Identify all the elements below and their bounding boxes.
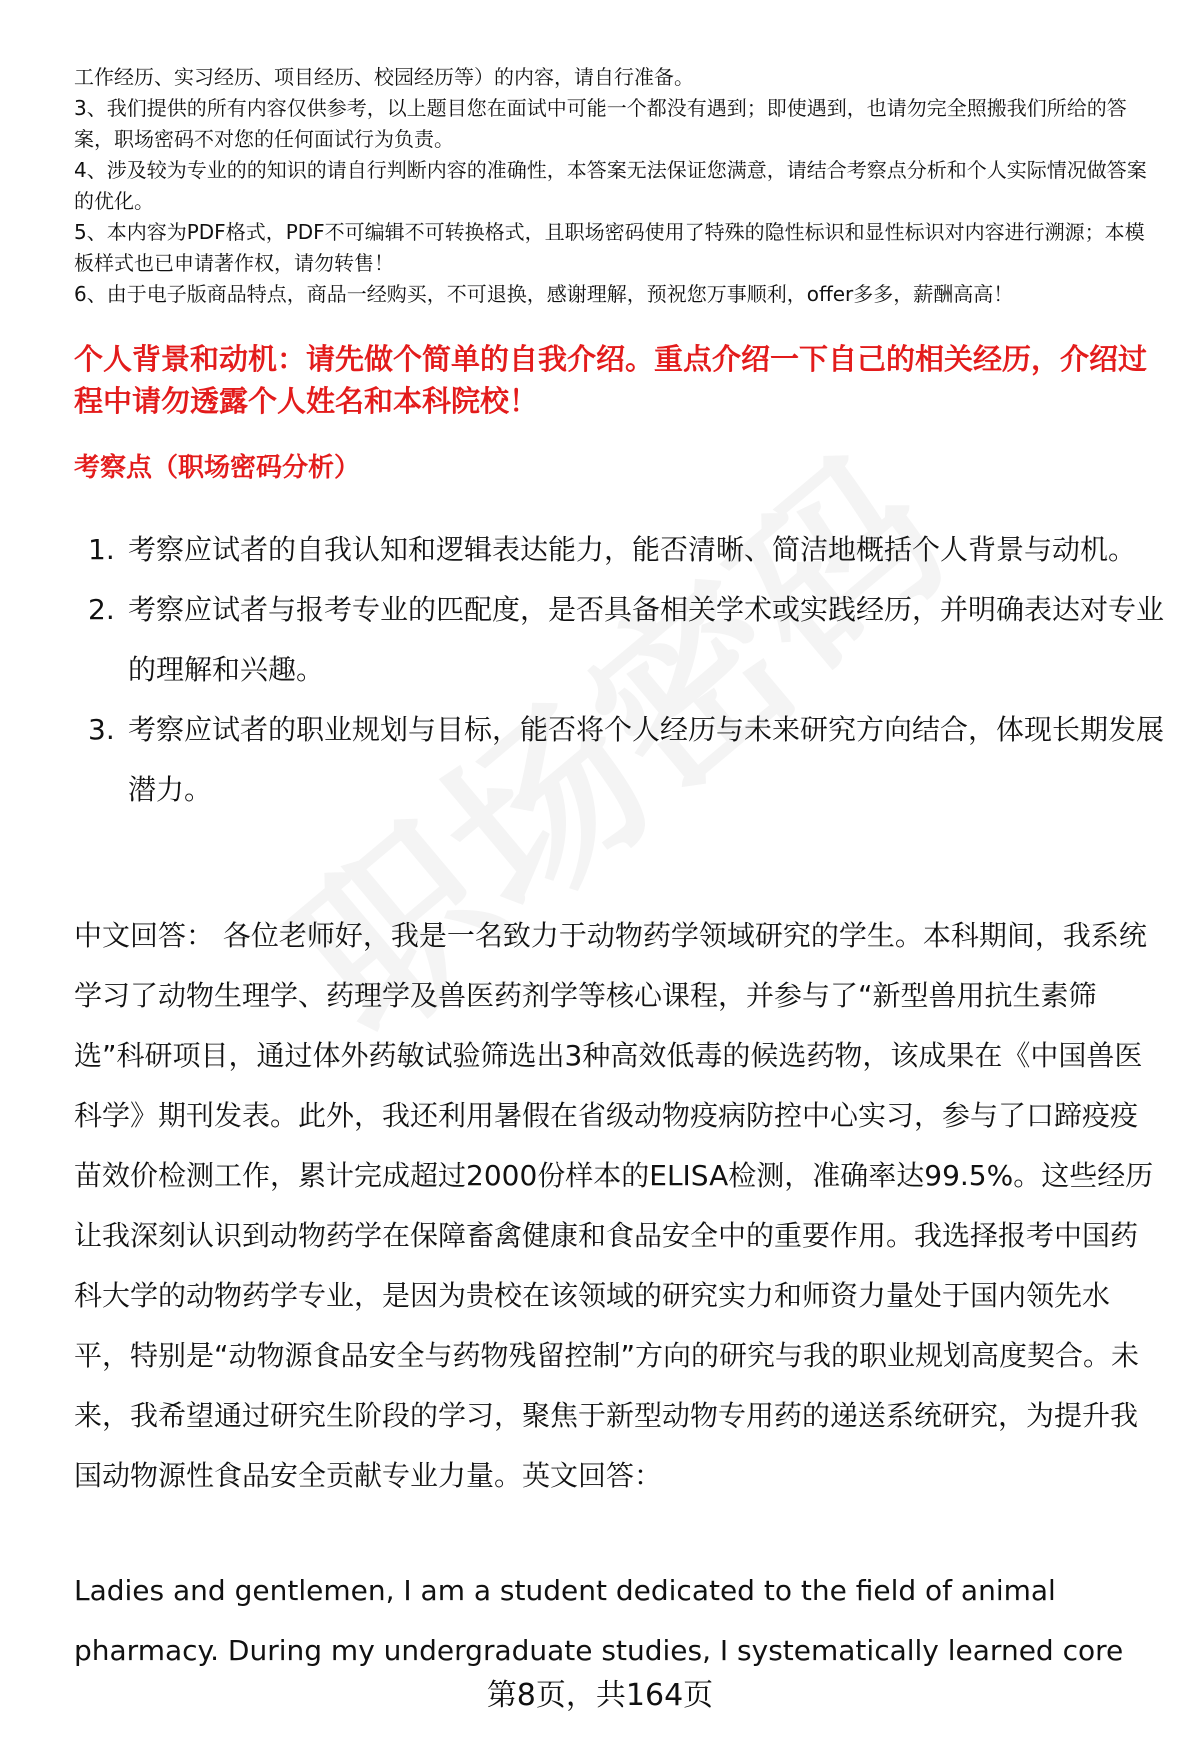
assessment-points-heading: 考察点（职场密码分析） xyxy=(74,453,361,483)
chinese-answer: 中文回答： 各位老师好，我是一名致力于动物药学领域研究的学生。本科期间，我系统学习了动物生理学、药理学及兽医药剂学等核心课程，并参与了“新型兽用抗生素筛选”科研项目，通过体外药敏试验筛选出3种高效低毒的候选药物，该成果在《中国兽医科学》期刊发表。此外，我还利用暑假在省级动物疫病防控中心实习，参与了口蹄疫疫苗效价检测工作，累计完成超过2000份样本的ELISA检测，准确率达99.5%。这些经历让我深刻认识到动物药学在保障畜禽健康和食品安全中的重要作用。我选择报考中国药科大学的动物药学专业，是因为贵校在该领域的研究实力和师资力量处于国内领先水平，特别是“动物源食品安全与药物残留控制”方向的研究与我的职业规划高度契合。未来，我希望通过研究生阶段的学习，聚焦于新型动物专用药的递送系统研究，为提升我国动物源性食品安全贡献专业力量。英文回答： xyxy=(74,919,1154,1492)
english-answer: Ladies and gentlemen, I am a student dedicated to the field of animal pharmacy. During my undergraduate studies, I systematically learned core xyxy=(74,1574,1124,1667)
point-number: 1. xyxy=(88,533,115,566)
point-number: 2. xyxy=(88,593,115,626)
interview-question: 个人背景和动机：请先做个简单的自我介绍。重点介绍一下自己的相关经历，介绍过程中请勿透露个人姓名和本科院校！ xyxy=(74,342,1148,418)
notice-item: 3、我们提供的所有内容仅供参考，以上题目您在面试中可能一个都没有遇到；即使遇到，也请勿完全照搬我们所给的答案，职场密码不对您的任何面试行为负责。 xyxy=(74,96,1127,151)
point-number: 3. xyxy=(88,713,115,746)
assessment-point xyxy=(74,580,1164,700)
page-number: 第8页，共164页 xyxy=(486,1678,714,1713)
notice-item: 工作经历、实习经历、项目经历、校园经历等）的内容，请自行准备。 xyxy=(74,65,694,89)
notice-list xyxy=(74,62,1164,310)
point-text: 考察应试者的职业规划与目标，能否将个人经历与未来研究方向结合，体现长期发展潜力。 xyxy=(128,713,1165,806)
assessment-point xyxy=(74,520,1164,580)
assessment-points-list xyxy=(74,520,1164,820)
assessment-point xyxy=(74,700,1164,820)
notice-item: 5、本内容为PDF格式，PDF不可编辑不可转换格式，且职场密码使用了特殊的隐性标识和显性标识对内容进行溯源；本模板样式也已申请著作权，请勿转售！ xyxy=(74,220,1145,275)
notice-item: 4、涉及较为专业的的知识的请自行判断内容的准确性，本答案无法保证您满意，请结合考察点分析和个人实际情况做答案的优化。 xyxy=(74,158,1147,213)
notice-item: 6、由于电子版商品特点，商品一经购买，不可退换，感谢理解，预祝您万事顺利，offer多多，薪酬高高！ xyxy=(74,282,1014,306)
point-text: 考察应试者的自我认知和逻辑表达能力，能否清晰、简洁地概括个人背景与动机。 xyxy=(128,533,1137,566)
point-text: 考察应试者与报考专业的匹配度，是否具备相关学术或实践经历，并明确表达对专业的理解和兴趣。 xyxy=(128,593,1165,686)
